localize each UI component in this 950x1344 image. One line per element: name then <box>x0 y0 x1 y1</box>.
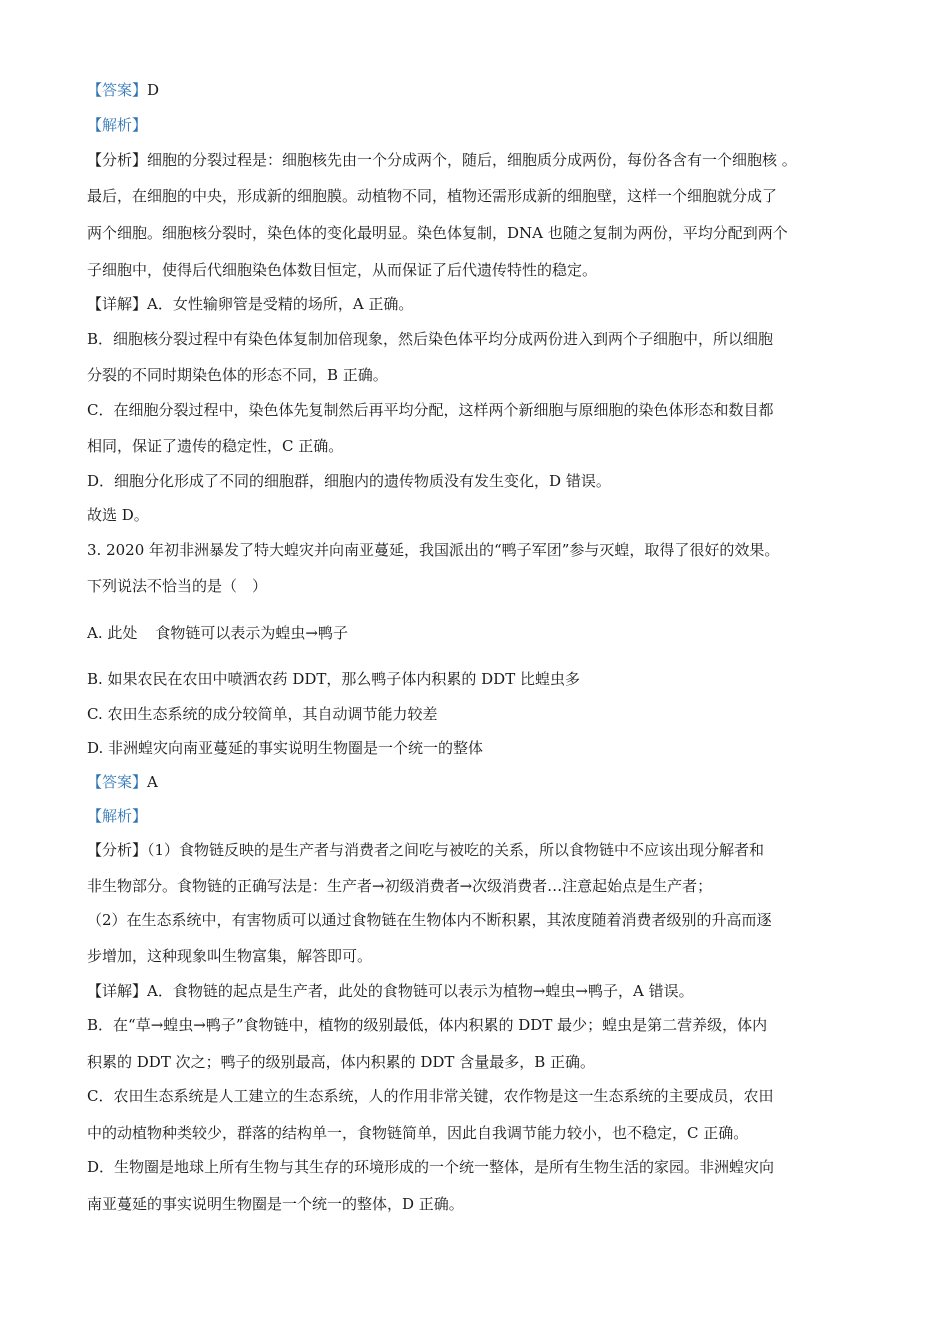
q3-detail-line: C．农田生态系统是人工建立的生态系统，人的作用非常关键，农作物是这一生态系统的主要成员，农田 <box>87 1087 774 1105</box>
q2-explain-tag: 【解析】 <box>87 116 148 134</box>
q2-detail-line: 分裂的不同时期染色体的形态不同，B 正确。 <box>87 366 388 384</box>
q2-analysis-line: 【分析】细胞的分裂过程是：细胞核先由一个分成两个，随后，细胞质分成两份，每份各含有一个细胞核 。 <box>87 151 797 169</box>
q2-detail-line: 【详解】A．女性输卵管是受精的场所，A 正确。 <box>87 295 414 313</box>
q3-stem-line: 3. 2020 年初非洲暴发了特大蝗灾并向南亚蔓延，我国派出的“鸭子军团”参与灭蝗，取得了很好的效果。 <box>87 541 780 559</box>
q3-detail-line: D．生物圈是地球上所有生物与其生存的环境形成的一个统一整体，是所有生物生活的家园。非洲蝗灾向 <box>87 1158 775 1176</box>
option-a-text: 食物链可以表示为蝗虫→鸭子 <box>155 624 348 642</box>
q2-analysis-line: 两个细胞。细胞核分裂时，染色体的变化最明显。染色体复制，DNA 也随之复制为两份，平均分配到两个 <box>87 224 788 242</box>
q3-detail-line: 中的动植物种类较少，群落的结构单一，食物链简单，因此自我调节能力较小，也不稳定，C 正确。 <box>87 1124 749 1142</box>
q2-analysis-line: 子细胞中，使得后代细胞染色体数目恒定，从而保证了后代遗传特性的稳定。 <box>87 261 598 279</box>
q2-detail-line: C．在细胞分裂过程中，染色体先复制然后再平均分配，这样两个新细胞与原细胞的染色体形态和数目都 <box>87 401 774 419</box>
q2-analysis-line: 最后，在细胞的中央，形成新的细胞膜。动植物不同，植物还需形成新的细胞壁，这样一个细胞就分成了 <box>87 187 778 205</box>
q3-option-d: D. 非洲蝗灾向南亚蔓延的事实说明生物圈是一个统一的整体 <box>87 739 484 757</box>
q3-option-b: B. 如果农民在农田中喷洒农药 DDT，那么鸭子体内积累的 DDT 比蝗虫多 <box>87 670 580 688</box>
q2-detail-line: 故选 D。 <box>87 506 149 524</box>
q3-explain-tag: 【解析】 <box>87 807 148 825</box>
q3-answer <box>87 772 877 792</box>
q2-detail-line: 相同，保证了遗传的稳定性，C 正确。 <box>87 437 344 455</box>
q3-detail-line: 南亚蔓延的事实说明生物圈是一个统一的整体，D 正确。 <box>87 1195 464 1213</box>
answer-tag: 【答案】 <box>87 773 148 791</box>
q3-analysis-line: 【分析】（1）食物链反映的是生产者与消费者之间吃与被吃的关系，所以食物链中不应该出现分解者和 <box>87 841 765 859</box>
q2-answer <box>87 80 877 100</box>
q3-analysis-line: 步增加，这种现象叫生物富集，解答即可。 <box>87 947 373 965</box>
q3-stem-line: 下列说法不恰当的是（ ） <box>87 577 268 595</box>
q2-detail-line: B．细胞核分裂过程中有染色体复制加倍现象，然后染色体平均分成两份进入到两个子细胞中，所以细胞 <box>87 330 774 348</box>
answer-tag: 【答案】 <box>87 81 148 99</box>
q3-analysis-line: 非生物部分。食物链的正确写法是：生产者→初级消费者→次级消费者…注意起始点是生产者； <box>87 877 713 895</box>
q3-option-a <box>87 623 877 643</box>
answer-value: D <box>147 81 160 99</box>
q3-detail-line: B．在“草→蝗虫→鸭子”食物链中，植物的级别最低，体内积累的 DDT 最少；蝗虫是第二营养级，体内 <box>87 1016 768 1034</box>
answer-value: A <box>147 773 158 791</box>
q3-option-c: C. 农田生态系统的成分较简单，其自动调节能力较差 <box>87 705 438 723</box>
q3-analysis-line: （2）在生态系统中，有害物质可以通过食物链在生物体内不断积累，其浓度随着消费者级别的升高而逐 <box>87 911 772 929</box>
option-a-prefix: A. 此处 <box>87 624 138 642</box>
q2-detail-line: D．细胞分化形成了不同的细胞群，细胞内的遗传物质没有发生变化，D 错误。 <box>87 472 611 490</box>
q3-detail-line: 积累的 DDT 次之；鸭子的级别最高，体内积累的 DDT 含量最多，B 正确。 <box>87 1053 595 1071</box>
q3-detail-line: 【详解】A．食物链的起点是生产者，此处的食物链可以表示为植物→蝗虫→鸭子，A 错误。 <box>87 982 694 1000</box>
